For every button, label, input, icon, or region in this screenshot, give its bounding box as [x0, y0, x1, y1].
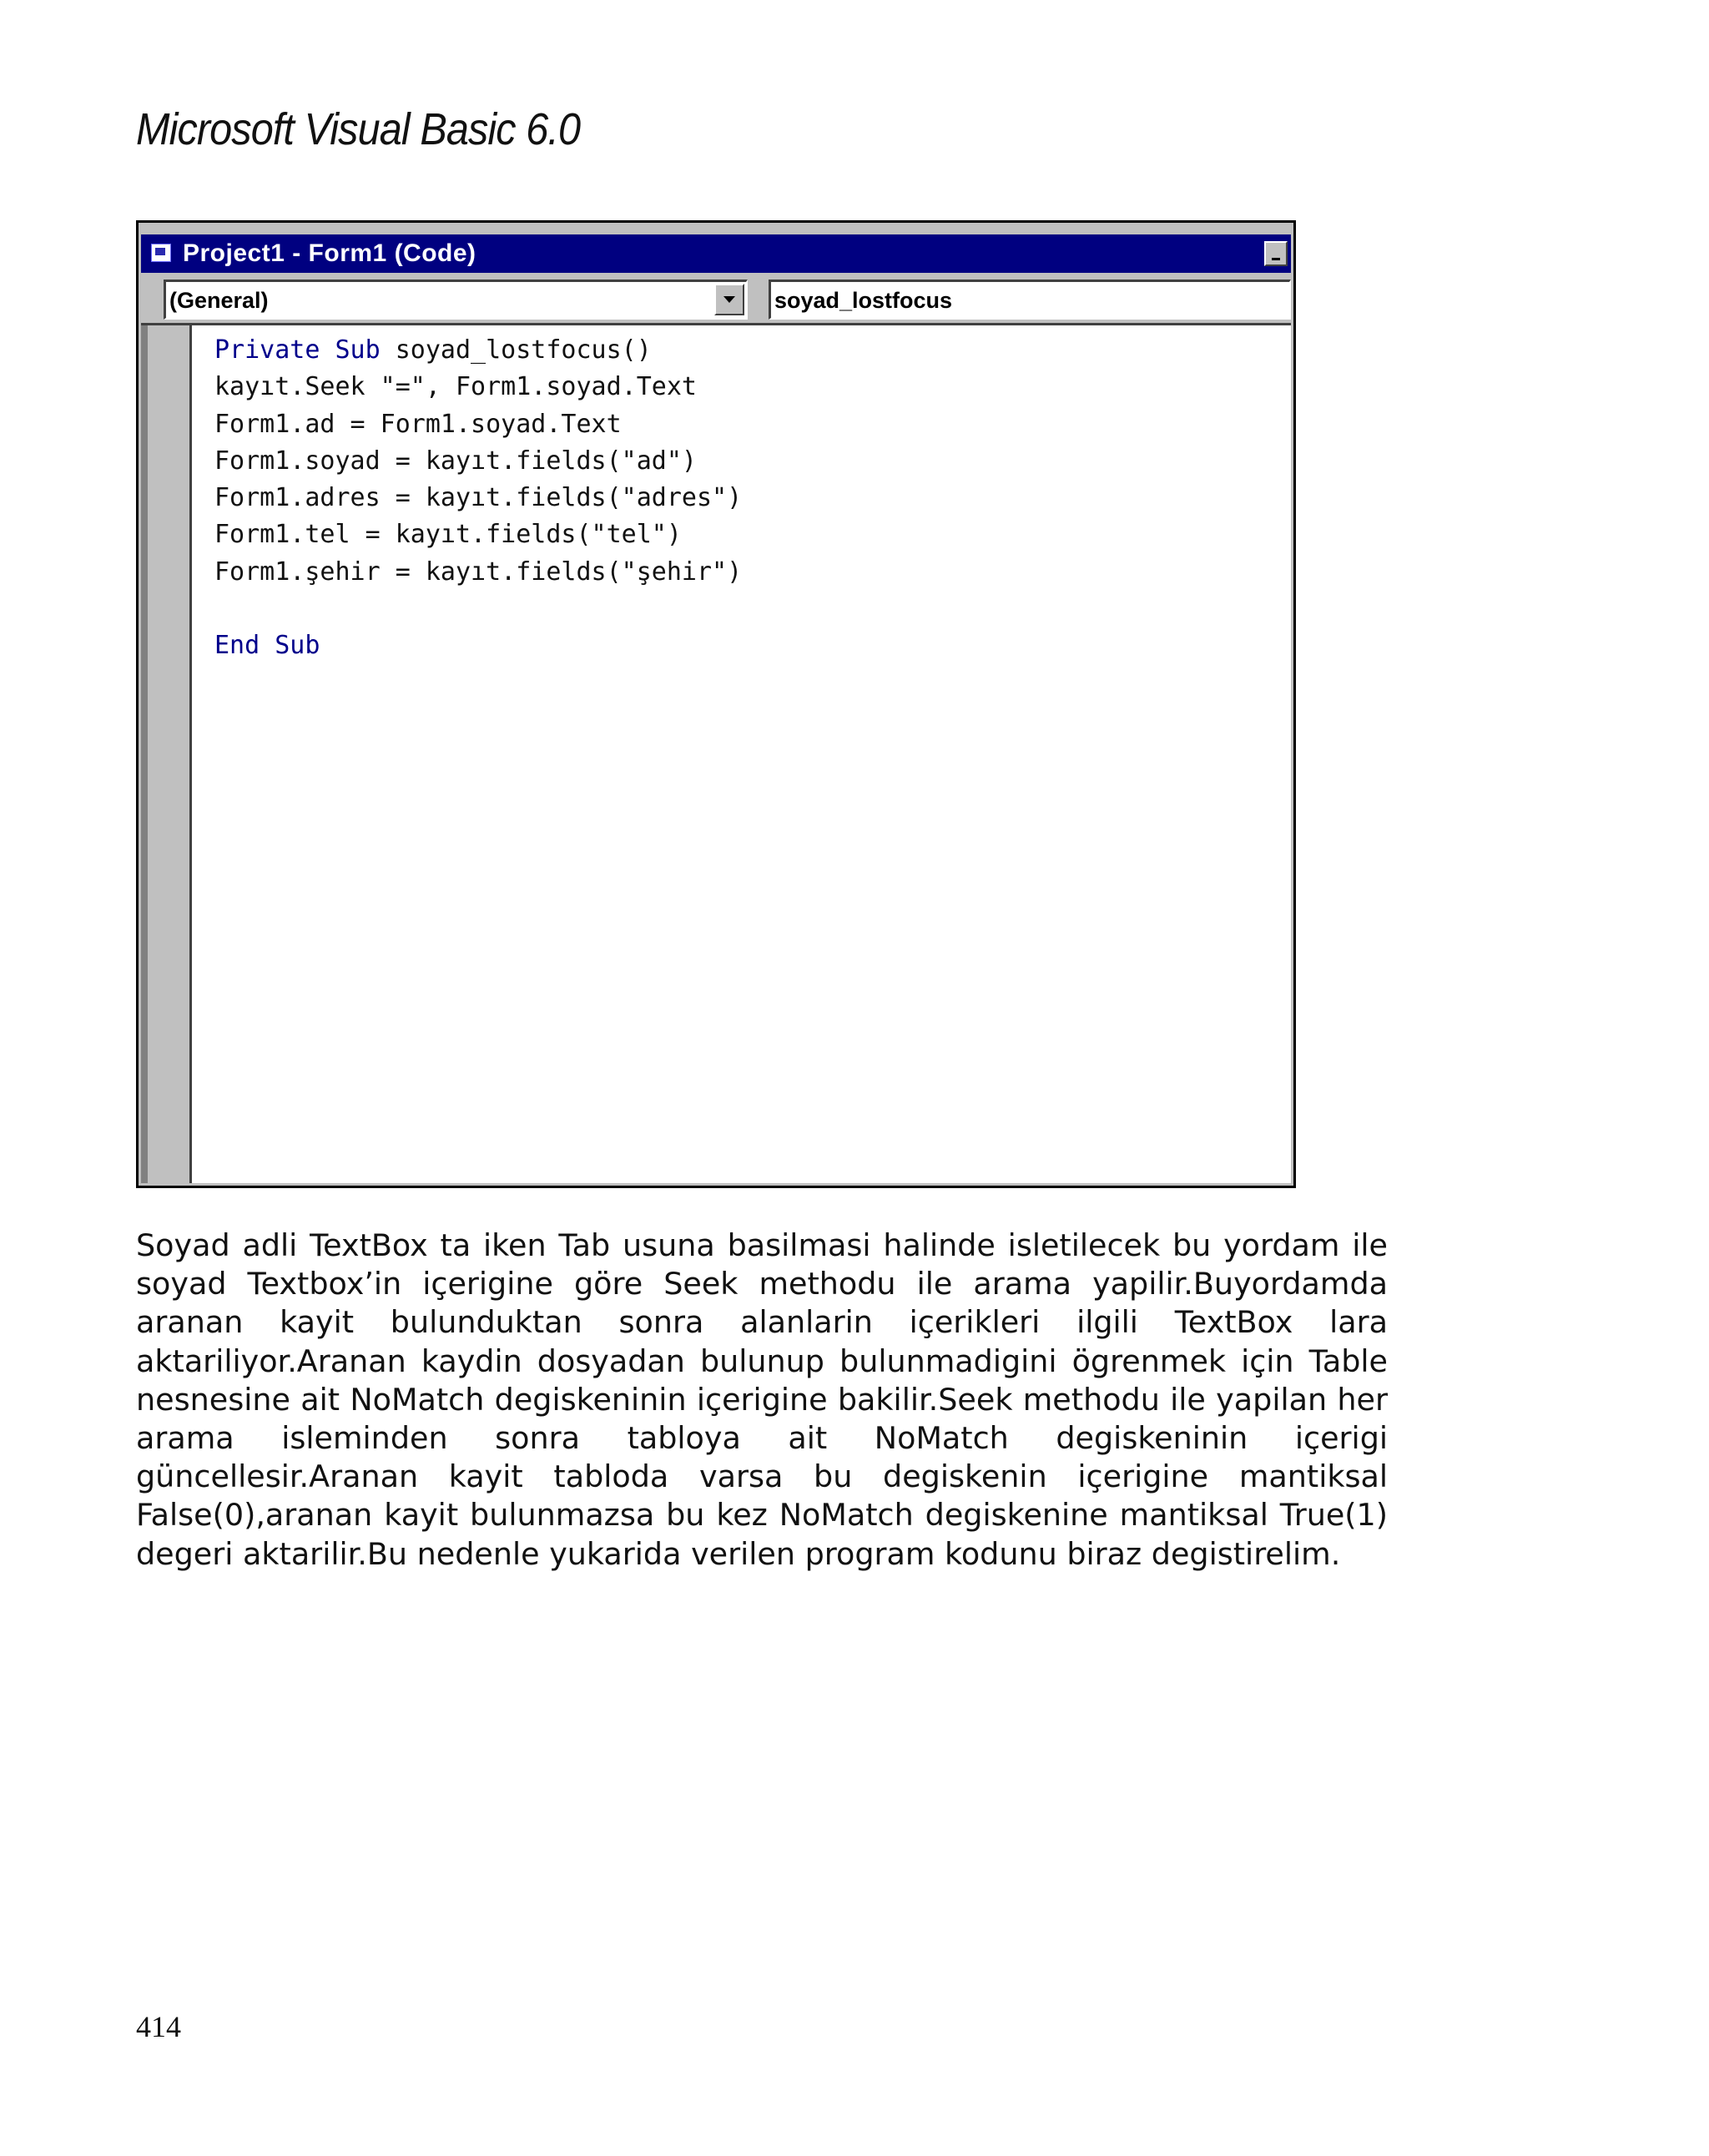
code-line: Form1.tel = kayıt.fields("tel"): [214, 520, 682, 550]
code-lines: [214, 332, 742, 665]
code-window-icon: [151, 244, 171, 262]
code-line: Private Sub soyad_lostfocus(): [214, 335, 652, 365]
procedure-combo[interactable]: [769, 280, 1291, 320]
body-paragraph: Soyad adli TextBox ta iken Tab usuna basilmasi halinde isletilecek bu yordam ile soyad Textbox’in içerigine göre Seek methodu ile arama yapilir.Buyordamda aranan kayit bulunduktan sonra alanlarin içerikleri ilgili TextBox lara aktariliyor.Aranan kaydin dosyadan bulunup bulunmadigini ögrenmek için Table nesnesine ait NoMatch degiskeninin içerigine bakilir.Seek methodu ile yapilan her arama isleminden sonra tabloya ait NoMatch degiskeninin içerigi güncellesir.Aranan kayit tabloda varsa bu degiskenin içerigine mantiksal False(0),aranan kayit bulunmazsa bu kez NoMatch degiskenine mantiksal True(1) degeri aktarilir.Bu nedenle yukarida verilen program kodunu biraz degistirelim.: [136, 1227, 1388, 1572]
object-combo[interactable]: [164, 280, 748, 320]
code-editor[interactable]: [141, 323, 1291, 1183]
code-line: End Sub: [214, 631, 320, 661]
book-title: Microsoft Visual Basic 6.0: [136, 104, 581, 154]
combo-row: [141, 273, 1291, 323]
chevron-down-icon[interactable]: [714, 284, 744, 315]
code-line: Form1.adres = kayıt.fields("adres"): [214, 483, 743, 513]
page-number: 414: [136, 2010, 181, 2043]
code-line: [214, 591, 742, 627]
object-combo-value: (General): [169, 288, 269, 313]
code-line: Form1.soyad = kayıt.fields("ad"): [214, 446, 697, 476]
code-line: Form1.şehir = kayıt.fields("şehir"): [214, 557, 743, 587]
procedure-combo-value: soyad_lostfocus: [774, 288, 953, 313]
window-titlebar[interactable]: [141, 234, 1291, 273]
code-line: kayıt.Seek "=", Form1.soyad.Text: [214, 372, 697, 402]
minimize-button[interactable]: [1264, 241, 1288, 266]
code-line: Form1.ad = Form1.soyad.Text: [214, 409, 622, 439]
window-title: Project1 - Form1 (Code): [183, 239, 476, 267]
code-window: [136, 220, 1296, 1188]
margin-indicator-bar[interactable]: [148, 325, 192, 1183]
